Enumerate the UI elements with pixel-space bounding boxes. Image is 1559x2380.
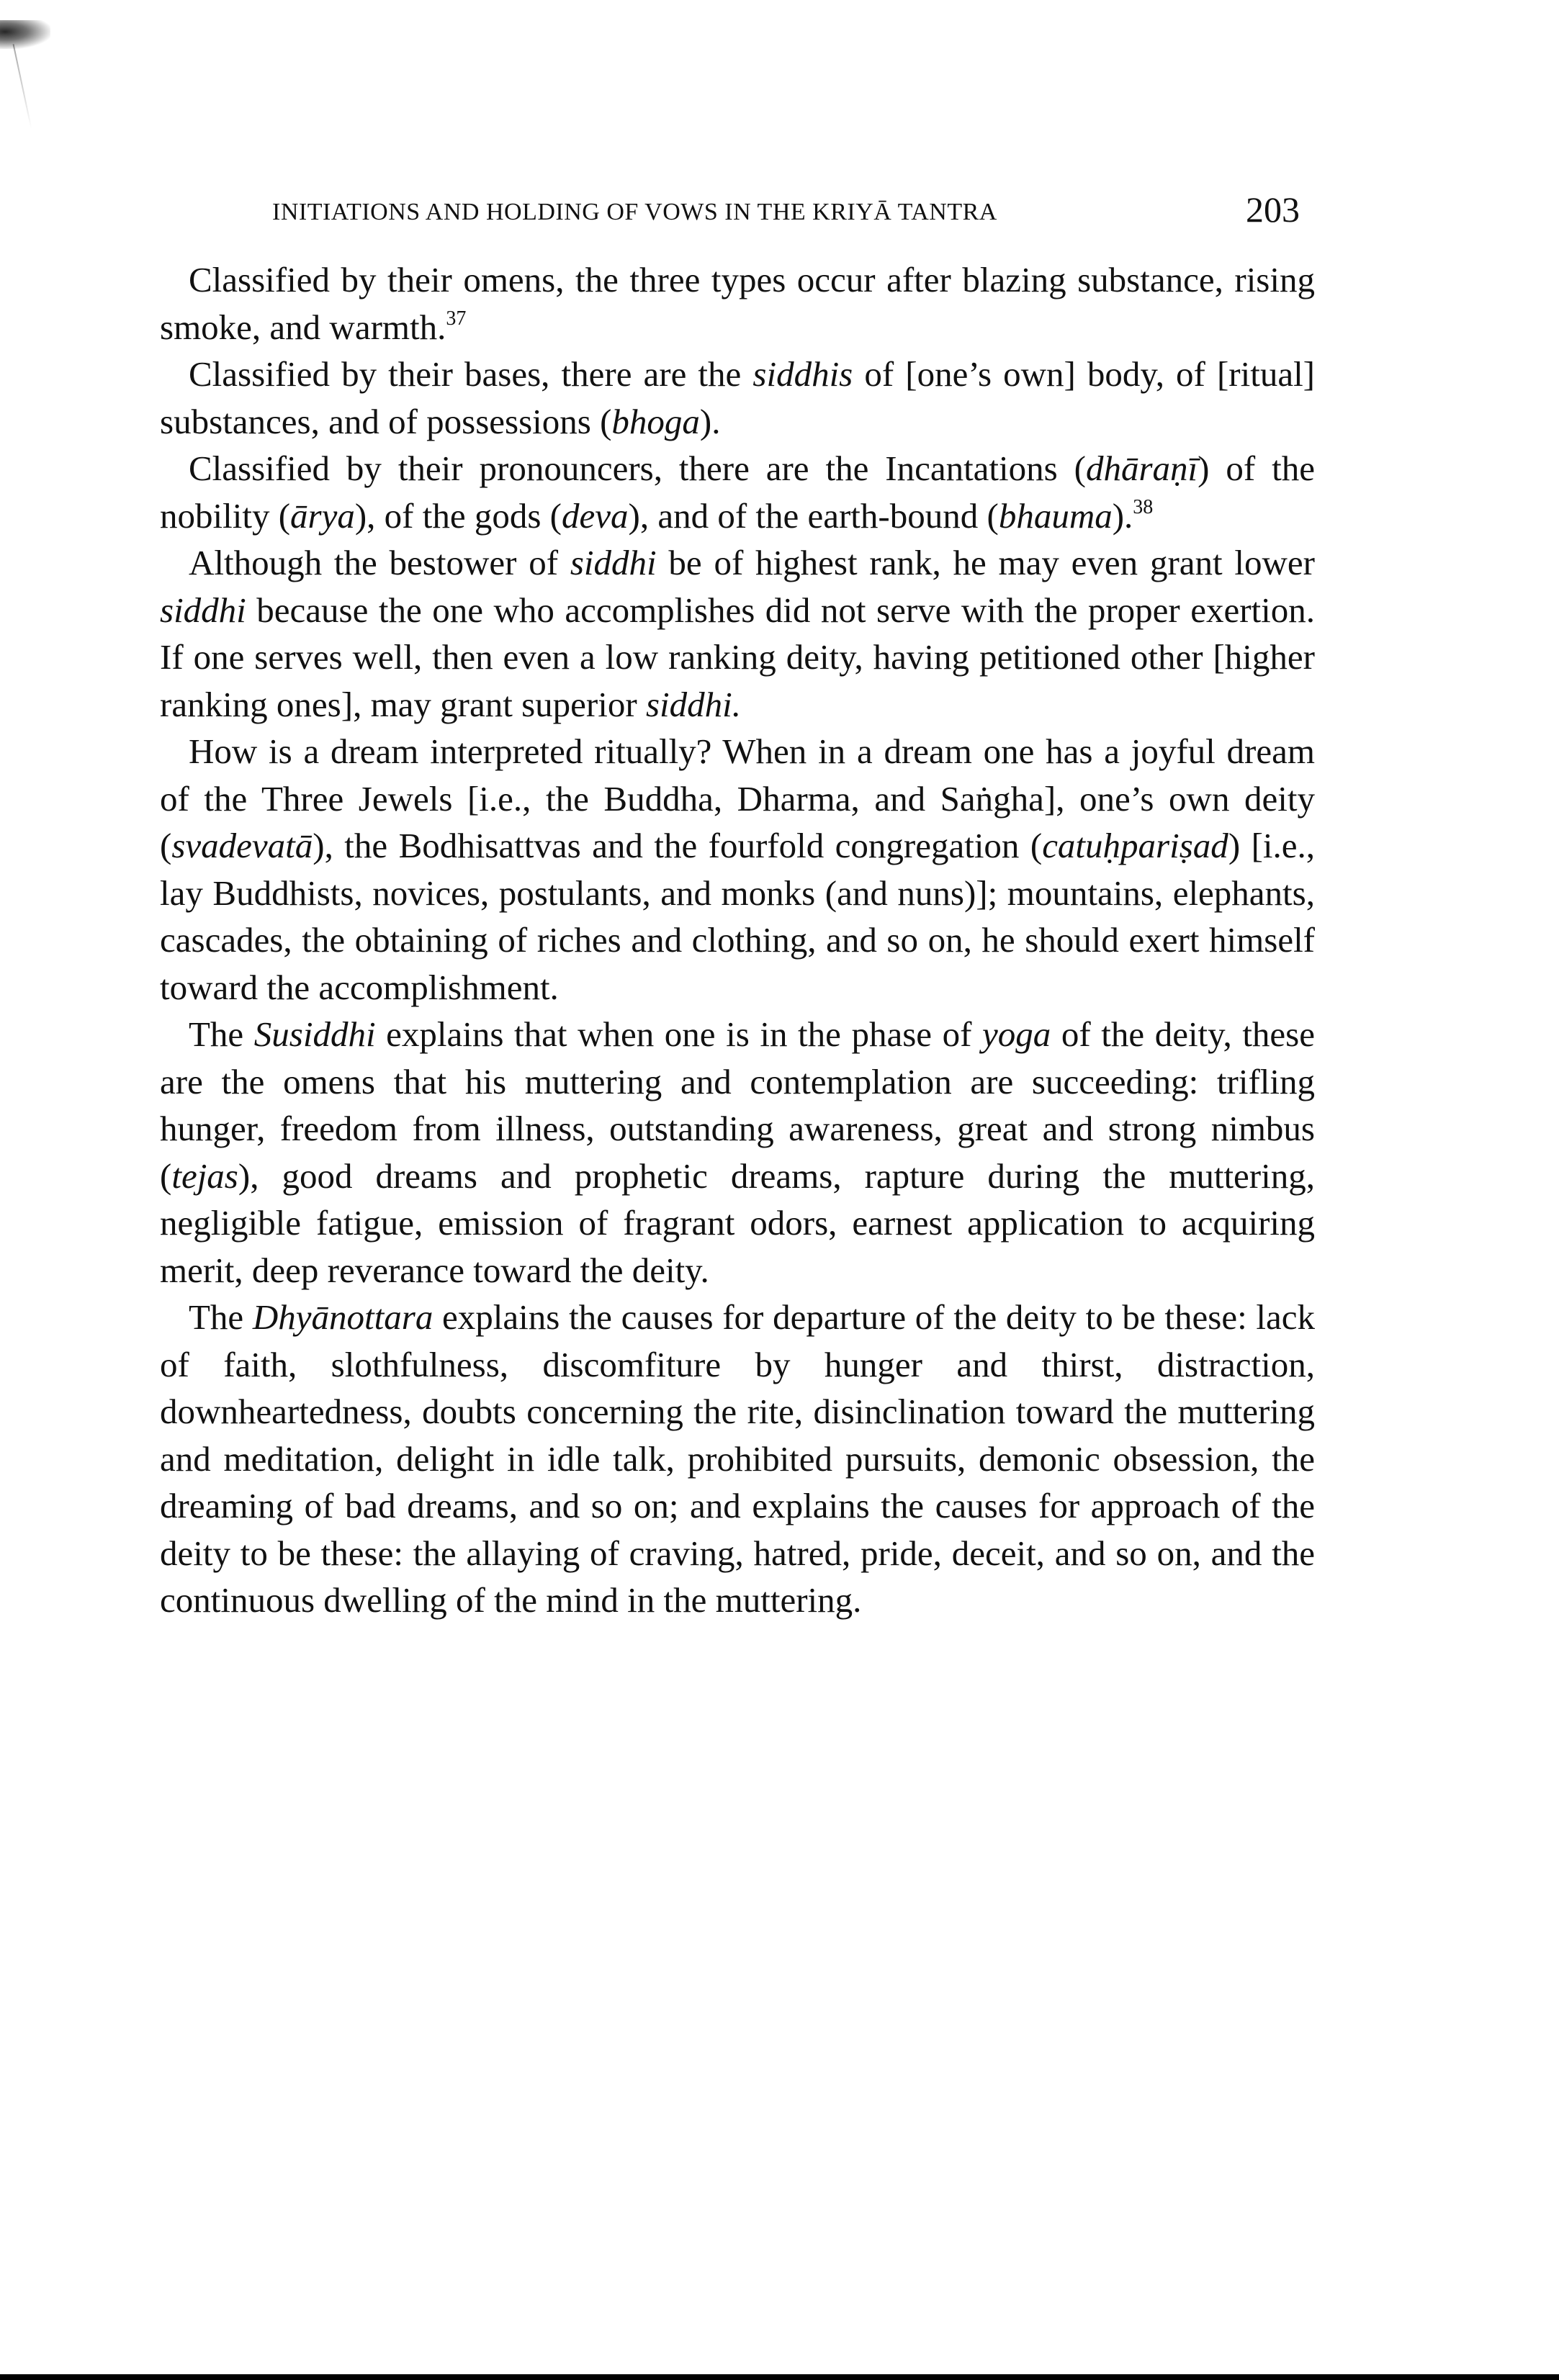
body-text xyxy=(160,256,1315,1624)
text-run: ), good dreams and prophetic dreams, rapture during the muttering, negligible fatigue, emission of fragrant odors, earnest application to acquiring merit, deep reverance toward the deity. xyxy=(160,1155,1315,1290)
text-run: explains that when one is in the phase of xyxy=(375,1014,983,1054)
italic-term: dhāraṇī xyxy=(1085,448,1198,488)
italic-term: svadevatā xyxy=(171,826,313,865)
paragraph-susiddhi xyxy=(160,1011,1315,1294)
italic-term: siddhi xyxy=(160,590,246,630)
footnote-marker: 38 xyxy=(1133,495,1154,518)
scan-artifact-streak xyxy=(13,44,32,129)
paragraph-dhyanottara xyxy=(160,1294,1315,1624)
italic-term: siddhi. xyxy=(645,684,741,724)
text-run: The xyxy=(189,1297,253,1337)
paragraph-bestower xyxy=(160,539,1315,728)
text-run: Although the bestower of xyxy=(189,543,570,582)
italic-term: yoga xyxy=(982,1014,1051,1054)
text-run: ), the Bodhisattvas and the fourfold congregation ( xyxy=(313,826,1043,865)
text-run: ). xyxy=(1112,495,1133,536)
italic-term: bhauma xyxy=(998,495,1113,536)
italic-term: catuḥpariṣad xyxy=(1042,826,1228,865)
footnote-marker: 37 xyxy=(446,307,467,330)
text-run: explains the causes for departure of the deity to be these: lack of faith, slothfulness, discomfiture by hunger and thirst, distraction, downheartedness, doubts concerning the rite, disinclination toward the muttering and meditation, delight in idle talk, prohibited pursuits, demonic obsession, the dreaming of bad dreams, and so on; and explains the causes for approach of the deity to be these: the allaying of craving, hatred, pride, deceit, and so on, and the continuous dwelling of the mind in the muttering. xyxy=(160,1297,1316,1620)
text-run: How is a dream interpreted ritually? When in a dream one has a joyful dream of the Three Jewels [i.e., the Buddha, Dharma, and Saṅgha], one’s own deity ( xyxy=(160,731,1315,865)
paragraph-pronouncers xyxy=(160,445,1315,539)
running-head-title: INITIATIONS AND HOLDING OF VOWS IN THE KRIYĀ TANTRA xyxy=(272,199,997,225)
italic-term: siddhi xyxy=(570,543,657,582)
text-run: ), and of the earth-bound ( xyxy=(628,495,999,536)
text-run: Classified by their omens, the three types occur after blazing substance, rising smoke, and warmth. xyxy=(160,260,1315,347)
text-run: Classified by their pronouncers, there are the Incantations ( xyxy=(189,448,1086,488)
italic-term: bhoga xyxy=(611,401,700,441)
italic-term: Dhyānottara xyxy=(252,1297,433,1337)
text-run: ) [i.e., lay Buddhists, novices, postulants, and monks (and nuns)]; mountains, elephants, cascades, the obtaining of riches and clothing, and so on, he should exert himself toward the accomplishment. xyxy=(160,826,1315,1007)
scan-artifact-smudge xyxy=(0,20,50,49)
scan-bottom-edge xyxy=(0,2374,1559,2380)
paragraph-dream xyxy=(160,728,1315,1011)
text-run: The xyxy=(189,1014,254,1054)
text-run: ) of the nobility ( xyxy=(160,448,1315,536)
text-run: be of highest rank, he may even grant lower xyxy=(656,543,1315,582)
text-run: ), of the gods ( xyxy=(354,495,562,536)
italic-term: siddhis xyxy=(752,354,853,394)
italic-term: tejas xyxy=(171,1155,238,1196)
running-head xyxy=(272,189,1309,232)
italic-term: deva xyxy=(562,495,629,536)
page-number: 203 xyxy=(1246,189,1300,230)
paragraph-bases xyxy=(160,351,1315,445)
paragraph-omens xyxy=(160,256,1315,351)
text-run: of [one’s own] body, of [ritual] substances, and of possessions ( xyxy=(160,354,1315,441)
italic-term: ārya xyxy=(290,495,355,536)
text-run: ). xyxy=(699,401,721,441)
text-run: Classified by their bases, there are the xyxy=(189,354,753,394)
italic-term: Susiddhi xyxy=(253,1014,376,1054)
text-run: of the deity, these are the omens that his muttering and contemplation are succeeding: trifling hunger, freedom from illness, outstanding awareness, great and strong nimbus ( xyxy=(160,1014,1315,1196)
text-run: because the one who accomplishes did not serve with the proper exertion. If one serves well, then even a low ranking deity, having petitioned other [higher ranking ones], may grant superior xyxy=(160,590,1315,724)
